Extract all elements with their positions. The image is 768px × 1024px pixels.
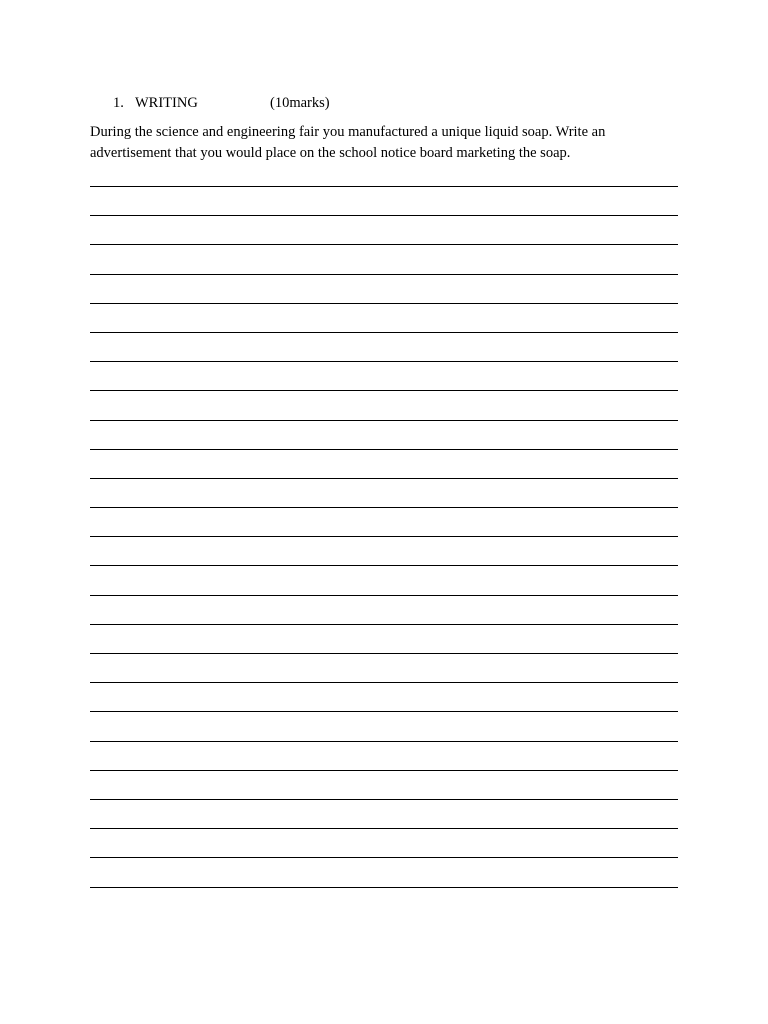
answer-line <box>90 565 678 594</box>
question-prompt: During the science and engineering fair you manufactured a unique liquid soap. Write an advertisement that you would place on the school notice board marketing the soap. <box>90 124 606 161</box>
question-heading <box>113 94 330 112</box>
answer-line <box>90 741 678 770</box>
answer-line <box>90 478 678 507</box>
answer-line <box>90 828 678 857</box>
question-number: 1. <box>113 95 124 111</box>
answer-line <box>90 682 678 711</box>
answer-line <box>90 449 678 478</box>
answer-line <box>90 186 678 215</box>
question-marks: (10marks) <box>270 95 330 111</box>
answer-lines <box>90 186 678 888</box>
answer-line <box>90 536 678 565</box>
answer-line <box>90 595 678 624</box>
answer-line <box>90 653 678 682</box>
answer-line <box>90 857 678 886</box>
answer-line <box>90 215 678 244</box>
answer-line <box>90 420 678 449</box>
answer-line <box>90 303 678 332</box>
answer-line <box>90 274 678 303</box>
answer-line <box>90 361 678 390</box>
answer-line <box>90 711 678 740</box>
answer-line <box>90 770 678 799</box>
answer-line <box>90 390 678 419</box>
question-title: WRITING <box>135 95 198 111</box>
answer-line <box>90 624 678 653</box>
answer-line <box>90 332 678 361</box>
answer-line <box>90 799 678 828</box>
answer-line <box>90 244 678 273</box>
answer-line <box>90 887 678 888</box>
answer-line <box>90 507 678 536</box>
